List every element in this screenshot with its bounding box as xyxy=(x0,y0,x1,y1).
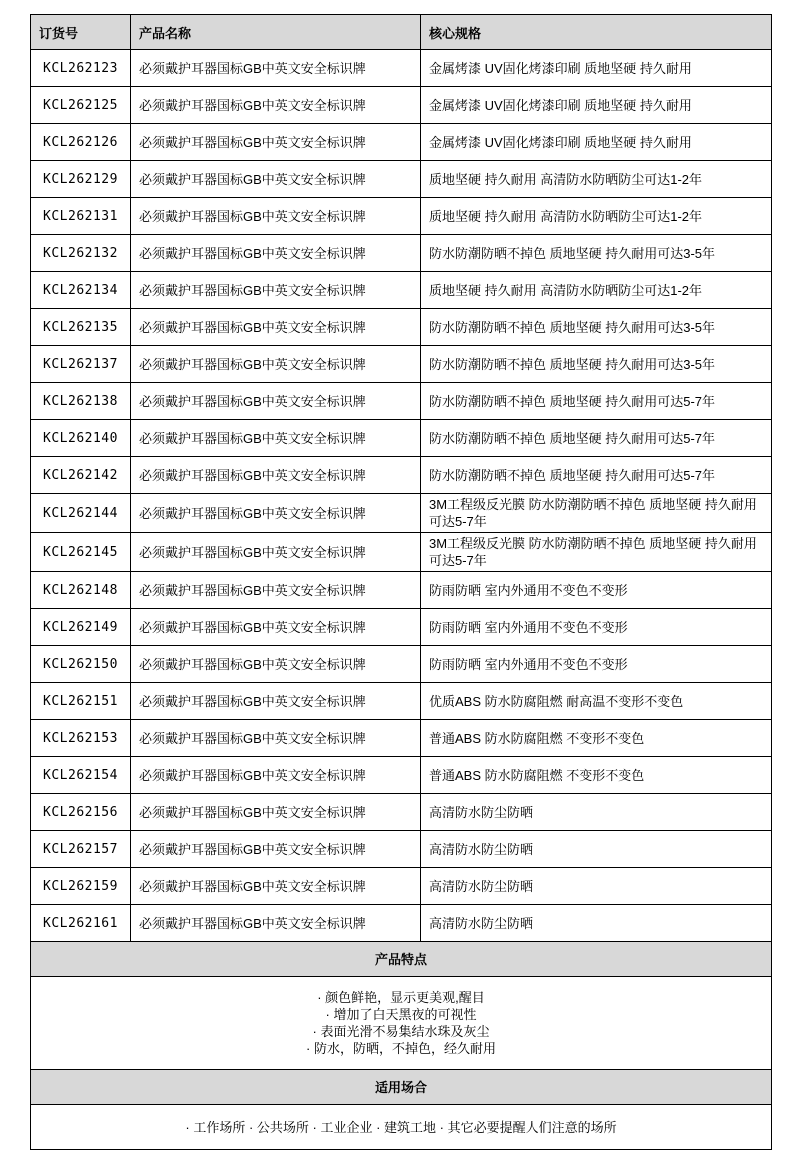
features-section-title: 产品特点 xyxy=(31,942,772,977)
table-row xyxy=(31,494,772,533)
spec-cell: 防雨防晒 室内外通用不变色不变形 xyxy=(421,572,772,609)
table-row xyxy=(31,87,772,124)
product-spec-table xyxy=(30,14,772,1150)
table-row xyxy=(31,161,772,198)
sku-cell: KCL262134 xyxy=(31,272,131,309)
table-row xyxy=(31,646,772,683)
spec-cell: 3M工程级反光膜 防水防潮防晒不掉色 质地坚硬 持久耐用可达5-7年 xyxy=(421,494,772,533)
table-row xyxy=(31,235,772,272)
table-row xyxy=(31,272,772,309)
table-row xyxy=(31,50,772,87)
spec-cell: 金属烤漆 UV固化烤漆印刷 质地坚硬 持久耐用 xyxy=(421,87,772,124)
product-rows xyxy=(31,50,772,942)
sku-cell: KCL262126 xyxy=(31,124,131,161)
product-name-cell: 必须戴护耳器国标GB中英文安全标识牌 xyxy=(131,346,421,383)
spec-cell: 普通ABS 防水防腐阻燃 不变形不变色 xyxy=(421,757,772,794)
spec-cell: 防雨防晒 室内外通用不变色不变形 xyxy=(421,646,772,683)
feature-line: · 表面光滑不易集结水珠及灰尘 xyxy=(312,1024,490,1039)
sku-cell: KCL262142 xyxy=(31,457,131,494)
sku-cell: KCL262145 xyxy=(31,533,131,572)
sku-cell: KCL262156 xyxy=(31,794,131,831)
sku-cell: KCL262151 xyxy=(31,683,131,720)
spec-cell: 防水防潮防晒不掉色 质地坚硬 持久耐用可达3-5年 xyxy=(421,309,772,346)
product-name-cell: 必须戴护耳器国标GB中英文安全标识牌 xyxy=(131,124,421,161)
sku-cell: KCL262140 xyxy=(31,420,131,457)
product-name-cell: 必须戴护耳器国标GB中英文安全标识牌 xyxy=(131,609,421,646)
sku-cell: KCL262148 xyxy=(31,572,131,609)
table-row xyxy=(31,572,772,609)
sku-cell: KCL262129 xyxy=(31,161,131,198)
product-name-cell: 必须戴护耳器国标GB中英文安全标识牌 xyxy=(131,572,421,609)
product-name-cell: 必须戴护耳器国标GB中英文安全标识牌 xyxy=(131,309,421,346)
spec-cell: 高清防水防尘防晒 xyxy=(421,794,772,831)
product-name-cell: 必须戴护耳器国标GB中英文安全标识牌 xyxy=(131,683,421,720)
sku-cell: KCL262153 xyxy=(31,720,131,757)
table-row xyxy=(31,868,772,905)
features-lines xyxy=(39,989,763,1057)
table-row xyxy=(31,683,772,720)
spec-cell: 防水防潮防晒不掉色 质地坚硬 持久耐用可达5-7年 xyxy=(421,457,772,494)
table-row xyxy=(31,905,772,942)
features-content-cell xyxy=(31,977,772,1070)
product-name-cell: 必须戴护耳器国标GB中英文安全标识牌 xyxy=(131,198,421,235)
sku-cell: KCL262144 xyxy=(31,494,131,533)
table-row xyxy=(31,383,772,420)
spec-cell: 高清防水防尘防晒 xyxy=(421,831,772,868)
feature-line: · 颜色鲜艳，显示更美观,醒目 xyxy=(317,990,485,1005)
sku-cell: KCL262159 xyxy=(31,868,131,905)
spec-cell: 防水防潮防晒不掉色 质地坚硬 持久耐用可达5-7年 xyxy=(421,383,772,420)
spec-cell: 质地坚硬 持久耐用 高清防水防晒防尘可达1-2年 xyxy=(421,161,772,198)
spec-cell: 3M工程级反光膜 防水防潮防晒不掉色 质地坚硬 持久耐用可达5-7年 xyxy=(421,533,772,572)
table-row xyxy=(31,533,772,572)
product-name-cell: 必须戴护耳器国标GB中英文安全标识牌 xyxy=(131,646,421,683)
feature-line: · 防水，防晒，不掉色，经久耐用 xyxy=(306,1041,496,1056)
sku-cell: KCL262135 xyxy=(31,309,131,346)
table-row xyxy=(31,198,772,235)
occasions-title-row xyxy=(31,1070,772,1105)
product-name-cell: 必须戴护耳器国标GB中英文安全标识牌 xyxy=(131,905,421,942)
product-name-cell: 必须戴护耳器国标GB中英文安全标识牌 xyxy=(131,87,421,124)
column-header-sku: 订货号 xyxy=(31,15,131,50)
table-row xyxy=(31,124,772,161)
table-row xyxy=(31,794,772,831)
product-name-cell: 必须戴护耳器国标GB中英文安全标识牌 xyxy=(131,757,421,794)
sku-cell: KCL262125 xyxy=(31,87,131,124)
product-name-cell: 必须戴护耳器国标GB中英文安全标识牌 xyxy=(131,494,421,533)
table-row xyxy=(31,609,772,646)
spec-cell: 金属烤漆 UV固化烤漆印刷 质地坚硬 持久耐用 xyxy=(421,50,772,87)
table-row xyxy=(31,346,772,383)
spec-cell: 高清防水防尘防晒 xyxy=(421,868,772,905)
product-name-cell: 必须戴护耳器国标GB中英文安全标识牌 xyxy=(131,794,421,831)
product-name-cell: 必须戴护耳器国标GB中英文安全标识牌 xyxy=(131,272,421,309)
spec-cell: 高清防水防尘防晒 xyxy=(421,905,772,942)
spec-cell: 普通ABS 防水防腐阻燃 不变形不变色 xyxy=(421,720,772,757)
table-row xyxy=(31,720,772,757)
column-header-product-name: 产品名称 xyxy=(131,15,421,50)
features-content-row xyxy=(31,977,772,1070)
spec-cell: 金属烤漆 UV固化烤漆印刷 质地坚硬 持久耐用 xyxy=(421,124,772,161)
spec-cell: 优质ABS 防水防腐阻燃 耐高温不变形不变色 xyxy=(421,683,772,720)
sku-cell: KCL262138 xyxy=(31,383,131,420)
product-name-cell: 必须戴护耳器国标GB中英文安全标识牌 xyxy=(131,457,421,494)
sku-cell: KCL262154 xyxy=(31,757,131,794)
sku-cell: KCL262132 xyxy=(31,235,131,272)
spec-cell: 防水防潮防晒不掉色 质地坚硬 持久耐用可达3-5年 xyxy=(421,346,772,383)
occasions-content-cell: · 工作场所 · 公共场所 · 工业企业 · 建筑工地 · 其它必要提醒人们注意的场所 xyxy=(31,1105,772,1150)
product-name-cell: 必须戴护耳器国标GB中英文安全标识牌 xyxy=(131,533,421,572)
occasions-content-row xyxy=(31,1105,772,1150)
table-row xyxy=(31,457,772,494)
table-row xyxy=(31,831,772,868)
sku-cell: KCL262123 xyxy=(31,50,131,87)
sku-cell: KCL262157 xyxy=(31,831,131,868)
table-row xyxy=(31,757,772,794)
feature-line: · 增加了白天黑夜的可视性 xyxy=(325,1007,477,1022)
spec-cell: 防雨防晒 室内外通用不变色不变形 xyxy=(421,609,772,646)
sku-cell: KCL262149 xyxy=(31,609,131,646)
column-header-spec: 核心规格 xyxy=(421,15,772,50)
product-name-cell: 必须戴护耳器国标GB中英文安全标识牌 xyxy=(131,868,421,905)
spec-cell: 防水防潮防晒不掉色 质地坚硬 持久耐用可达5-7年 xyxy=(421,420,772,457)
product-name-cell: 必须戴护耳器国标GB中英文安全标识牌 xyxy=(131,50,421,87)
product-name-cell: 必须戴护耳器国标GB中英文安全标识牌 xyxy=(131,831,421,868)
sku-cell: KCL262161 xyxy=(31,905,131,942)
spec-cell: 质地坚硬 持久耐用 高清防水防晒防尘可达1-2年 xyxy=(421,198,772,235)
sections-body xyxy=(31,942,772,1150)
features-title-row xyxy=(31,942,772,977)
product-name-cell: 必须戴护耳器国标GB中英文安全标识牌 xyxy=(131,235,421,272)
sku-cell: KCL262137 xyxy=(31,346,131,383)
spec-cell: 防水防潮防晒不掉色 质地坚硬 持久耐用可达3-5年 xyxy=(421,235,772,272)
product-name-cell: 必须戴护耳器国标GB中英文安全标识牌 xyxy=(131,720,421,757)
table-row xyxy=(31,309,772,346)
sku-cell: KCL262150 xyxy=(31,646,131,683)
table-header-row xyxy=(31,15,772,50)
product-name-cell: 必须戴护耳器国标GB中英文安全标识牌 xyxy=(131,383,421,420)
spec-cell: 质地坚硬 持久耐用 高清防水防晒防尘可达1-2年 xyxy=(421,272,772,309)
table-row xyxy=(31,420,772,457)
sku-cell: KCL262131 xyxy=(31,198,131,235)
product-name-cell: 必须戴护耳器国标GB中英文安全标识牌 xyxy=(131,161,421,198)
product-name-cell: 必须戴护耳器国标GB中英文安全标识牌 xyxy=(131,420,421,457)
occasions-section-title: 适用场合 xyxy=(31,1070,772,1105)
